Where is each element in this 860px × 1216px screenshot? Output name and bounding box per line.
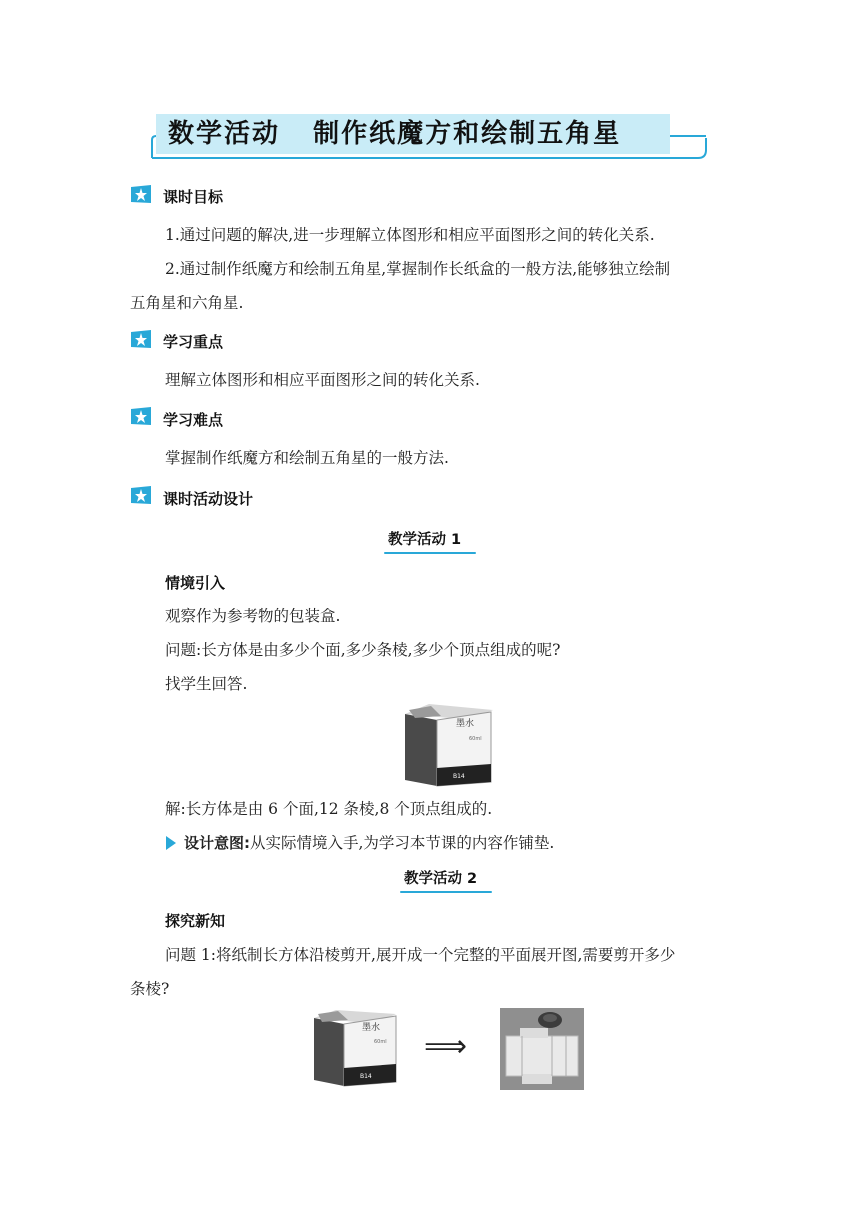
activity1-line-3: 找学生回答.: [165, 675, 248, 693]
activity2-question-1-line-2: 条棱?: [130, 980, 170, 998]
activity-underline: [384, 552, 476, 554]
section-heading-difficulties: 学习难点: [163, 411, 224, 429]
unfolded-box-photo: [500, 1008, 584, 1090]
objective-item-1: 1.通过问题的解决,进一步理解立体图形和相应平面图形之间的转化关系.: [165, 226, 655, 244]
section-star-icon: [130, 406, 152, 426]
box-volume-text: 60ml: [469, 736, 482, 742]
objective-item-2-line-2: 五角星和六角星.: [130, 294, 244, 312]
activity1-line-1: 观察作为参考物的包装盒.: [165, 607, 341, 625]
subheading-context: 情境引入: [165, 574, 226, 592]
activity-label-2: 教学活动 2: [404, 871, 478, 887]
design-intent: [184, 832, 554, 854]
subheading-explore: 探究新知: [165, 912, 226, 930]
section-star-icon: [130, 184, 152, 204]
implies-arrow-icon: ⟹: [424, 1029, 468, 1064]
activity-underline: [400, 891, 492, 893]
activity1-line-2: 问题:长方体是由多少个面,多少条棱,多少个顶点组成的呢?: [165, 641, 561, 659]
design-intent-label: 设计意图:: [184, 834, 250, 852]
box-model-text: B14: [360, 1073, 372, 1080]
ink-box-photo: [401, 700, 495, 790]
activity1-answer: 解:长方体是由 6 个面,12 条棱,8 个顶点组成的.: [165, 800, 493, 818]
section-star-icon: [130, 329, 152, 349]
section-star-icon: [130, 485, 152, 505]
ink-box-photo: [310, 1006, 398, 1090]
activity-label-1: 教学活动 1: [388, 532, 462, 548]
design-intent-arrow-icon: [166, 836, 176, 850]
key-points-text: 理解立体图形和相应平面图形之间的转化关系.: [165, 371, 480, 389]
box-volume-text: 60ml: [374, 1039, 387, 1045]
difficulties-text: 掌握制作纸魔方和绘制五角星的一般方法.: [165, 449, 449, 467]
section-heading-key-points: 学习重点: [163, 333, 224, 351]
objective-item-2-line-1: 2.通过制作纸魔方和绘制五角星,掌握制作长纸盒的一般方法,能够独立绘制: [165, 260, 671, 278]
box-brand-text: 墨水: [456, 719, 475, 729]
page-title: 数学活动 制作纸魔方和绘制五角星: [168, 119, 622, 149]
design-intent-text: 从实际情境入手,为学习本节课的内容作铺垫.: [250, 834, 555, 852]
box-model-text: B14: [453, 773, 465, 780]
section-heading-design: 课时活动设计: [163, 490, 254, 508]
section-heading-objectives: 课时目标: [163, 188, 224, 206]
activity2-question-1-line-1: 问题 1:将纸制长方体沿棱剪开,展开成一个完整的平面展开图,需要剪开多少: [165, 946, 676, 964]
box-brand-text: 墨水: [362, 1023, 381, 1033]
